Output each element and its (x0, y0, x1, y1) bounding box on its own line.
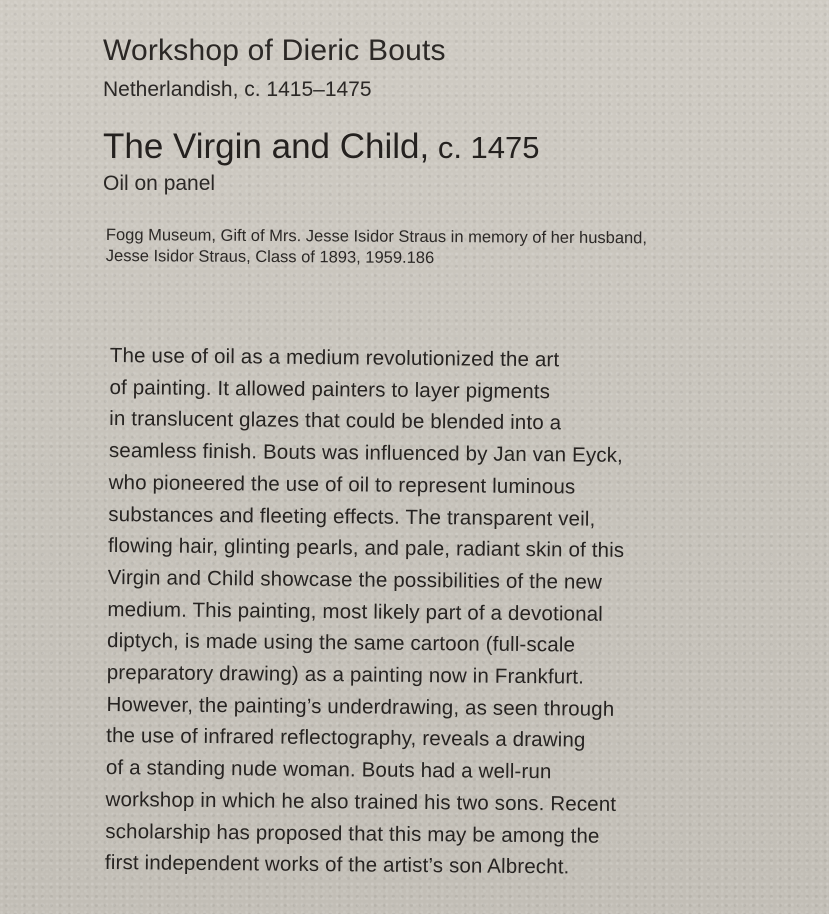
credit-line-text: Jesse Isidor Straus, Class of 1893, 1959.186 (105, 246, 435, 268)
artwork-title-line (103, 127, 540, 167)
description-line: of a standing nude woman. Bouts had a well-run (105, 756, 552, 784)
description-line: diptych, is made using the same cartoon (full-scale (107, 629, 576, 657)
credit-line (106, 225, 647, 270)
description-line: preparatory drawing) as a painting now in Frankfurt. (106, 661, 585, 689)
artist-name: Workshop of Dieric Bouts (103, 34, 446, 67)
description-paragraph (105, 340, 626, 884)
description-line: scholarship has proposed that this may be among the (105, 819, 600, 848)
description-line: first independent works of the artist’s son Albrecht. (104, 851, 570, 879)
description-line: the use of infrared reflectography, reveals a drawing (106, 724, 586, 753)
description-line: medium. This painting, most likely part of a devotional (107, 597, 604, 626)
description-line: workshop in which he also trained his two sons. Recent (105, 787, 617, 816)
artwork-date: c. 1475 (429, 130, 540, 165)
description-line: Virgin and Child showcase the possibilities of the new (107, 565, 603, 594)
description-line: seamless finish. Bouts was influenced by Jan van Eyck, (108, 439, 624, 468)
description-line: The use of oil as a medium revolutionized the art (109, 343, 560, 372)
description-line: substances and fleeting effects. The transparent veil, (108, 502, 596, 531)
description-line: in translucent glazes that could be blended into a (109, 407, 562, 435)
artwork-title: The Virgin and Child, (103, 127, 430, 166)
credit-line-text: Fogg Museum, Gift of Mrs. Jesse Isidor Straus in memory of her husband, (105, 225, 648, 248)
description-line: who pioneered the use of oil to represent luminous (108, 470, 576, 499)
description-line: However, the painting’s underdrawing, as seen through (106, 692, 615, 721)
description-line: of painting. It allowed painters to layer pigments (109, 375, 551, 403)
artist-nationality-dates: Netherlandish, c. 1415–1475 (103, 78, 372, 101)
description-line: flowing hair, glinting pearls, and pale, radiant skin of this (107, 534, 625, 563)
artwork-medium: Oil on panel (103, 172, 216, 195)
